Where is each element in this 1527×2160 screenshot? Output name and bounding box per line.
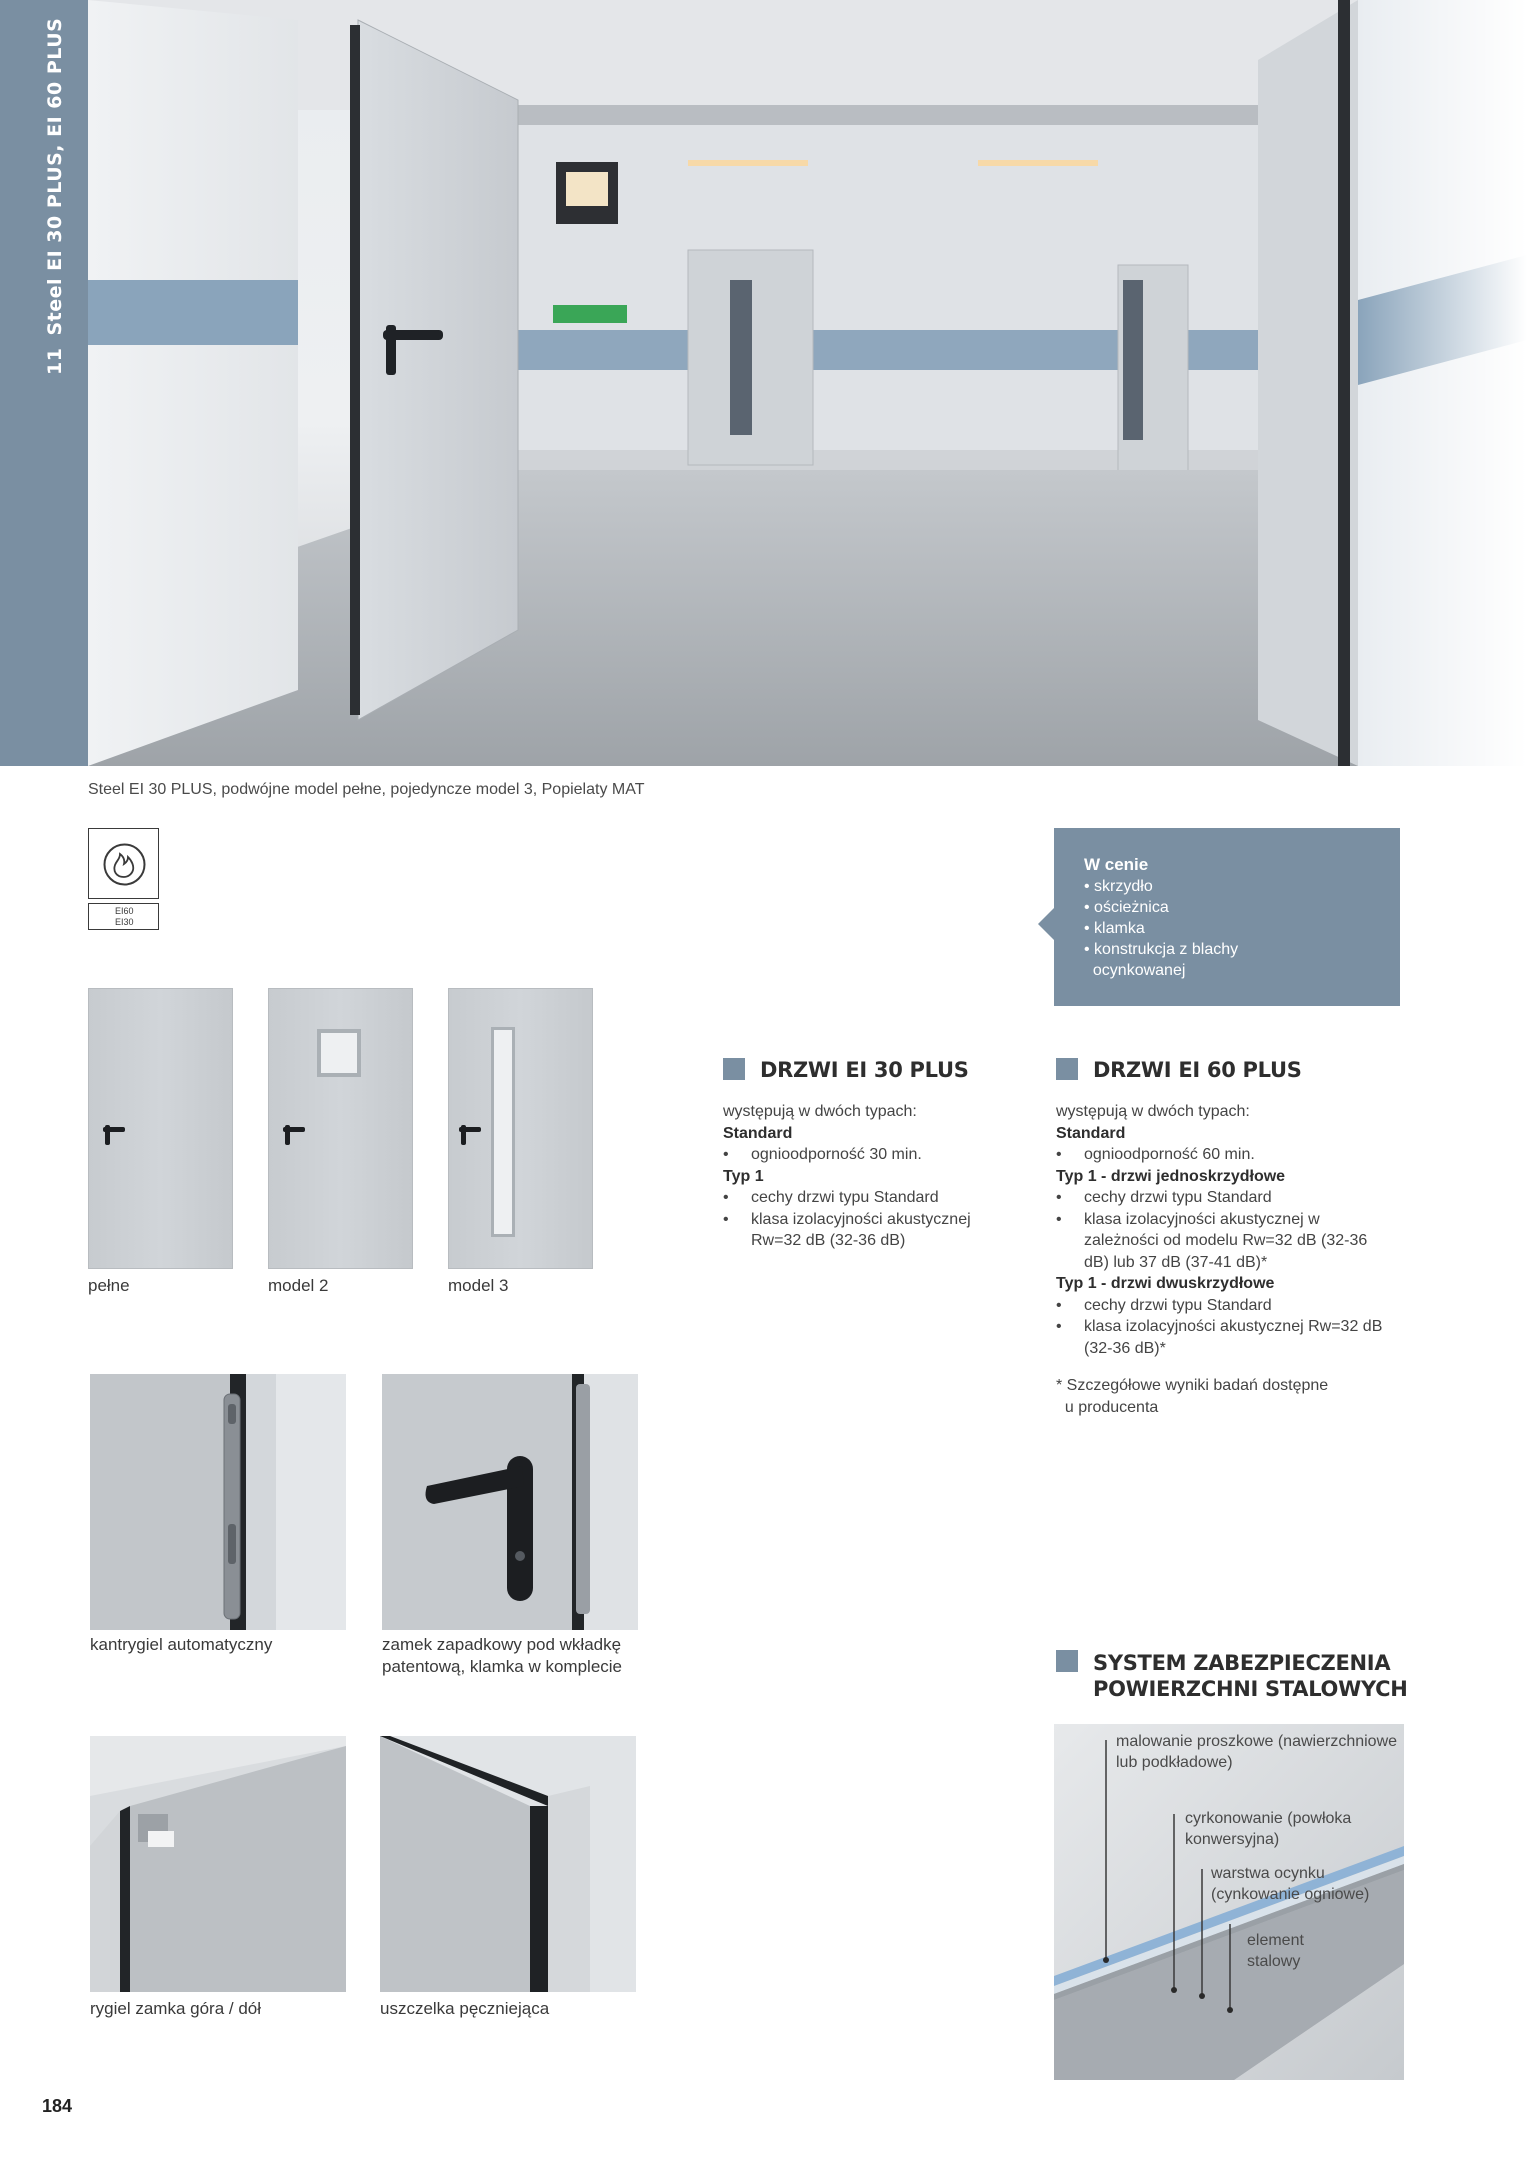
hero-photo — [88, 0, 1527, 766]
fire-resistance-badge — [88, 828, 159, 899]
ei30-description — [723, 1101, 1008, 1252]
included-callout — [1054, 828, 1400, 1006]
hero-caption: Steel EI 30 PLUS, podwójne model pełne, pojedyncze model 3, Popielaty MAT — [88, 781, 645, 798]
lock-handle-illustration — [382, 1374, 638, 1630]
fire-class-labels — [88, 903, 159, 930]
section-marker — [1056, 1058, 1078, 1080]
ei30-typ1-title: Typ 1 — [723, 1167, 764, 1185]
ei60-typ1-double-item: • klasa izolacyjności akustycznej Rw=32 dB (32-36 dB)* — [1056, 1316, 1396, 1359]
ei30-heading: DRZWI EI 30 PLUS — [760, 1058, 969, 1082]
section-marker — [723, 1058, 745, 1080]
fire-class-ei60: EI60 — [115, 906, 134, 916]
flame-icon — [89, 829, 160, 900]
fire-class-ei30: EI30 — [115, 917, 134, 927]
chapter-title: Steel EI 30 PLUS, EI 60 PLUS — [44, 17, 66, 336]
ei60-standard-title: Standard — [1056, 1124, 1126, 1142]
corridor-illustration — [88, 0, 1527, 766]
ei30-standard-item: • ognioodporność 30 min. — [723, 1144, 1008, 1166]
layer-label: element stalowy — [1247, 1932, 1304, 1970]
door-model-label: model 2 — [268, 1276, 329, 1295]
detail-photo-lock-handle — [382, 1374, 638, 1630]
ei30-typ1-item: • klasa izolacyjności akustycznej Rw=32 dB (32-36 dB) — [723, 1209, 1008, 1252]
ei30-standard-title: Standard — [723, 1124, 793, 1142]
ei60-footnote: * Szczegółowe wyniki badań dostępne — [1056, 1377, 1329, 1394]
chapter-number: 11 — [44, 347, 66, 375]
ei60-intro: występują w dwóch typach: — [1056, 1103, 1250, 1120]
seal-illustration — [380, 1736, 636, 1992]
system-heading-line: POWIERZCHNI STALOWYCH — [1093, 1677, 1408, 1701]
door-window — [317, 1029, 361, 1077]
layer-label: cyrkonowanie (powłoka konwersyjna) — [1185, 1810, 1352, 1848]
door-model-label: pełne — [88, 1276, 130, 1295]
page-number: 184 — [42, 2096, 73, 2116]
callout-item: • konstrukcja z blachy — [1084, 941, 1239, 958]
callout-item: • klamka — [1084, 920, 1145, 937]
callout-title: W cenie — [1084, 855, 1149, 874]
detail-photo-flush-bolt — [90, 1374, 346, 1630]
callout-item: • skrzydło — [1084, 878, 1153, 895]
detail-label: uszczelka pęczniejąca — [380, 1999, 550, 2018]
ei30-intro: występują w dwóch typach: — [723, 1103, 917, 1120]
door-model-thumbnail — [268, 988, 413, 1269]
section-marker — [1056, 1650, 1078, 1672]
ei30-typ1-item: • cechy drzwi typu Standard — [723, 1187, 1008, 1209]
ei60-description — [1056, 1101, 1396, 1418]
layer-label: warstwa ocynku (cynkowanie ogniowe) — [1211, 1865, 1370, 1903]
door-model-thumbnail — [448, 988, 593, 1269]
side-tab — [0, 0, 88, 766]
callout-item: ocynkowanej — [1084, 962, 1186, 979]
ei60-standard-item: • ognioodporność 60 min. — [1056, 1144, 1396, 1166]
system-heading-line: SYSTEM ZABEZPIECZENIA — [1093, 1651, 1391, 1675]
layer-label: malowanie proszkowe (nawierzchniowe lub podkładowe) — [1116, 1733, 1398, 1771]
ei60-typ1-single-title: Typ 1 - drzwi jednoskrzydłowe — [1056, 1167, 1286, 1185]
flush-bolt-illustration — [90, 1374, 346, 1630]
ei60-footnote: u producenta — [1056, 1398, 1159, 1416]
door-model-thumbnail — [88, 988, 233, 1269]
detail-label: zamek zapadkowy pod wkładkę patentową, klamka w komplecie — [382, 1635, 623, 1676]
ei60-typ1-double-item: • cechy drzwi typu Standard — [1056, 1295, 1396, 1317]
handle-icon — [457, 1119, 487, 1149]
door-model-label: model 3 — [448, 1276, 509, 1295]
ei60-typ1-single-item: • cechy drzwi typu Standard — [1056, 1187, 1396, 1209]
door-window — [491, 1027, 515, 1237]
lock-bolt-illustration — [90, 1736, 346, 1992]
ei60-typ1-single-item: • klasa izolacyjności akustycznej w zależności od modelu Rw=32 dB (32-36 dB) lub 37 dB (37-41 dB)* — [1056, 1209, 1396, 1274]
ei60-heading: DRZWI EI 60 PLUS — [1093, 1058, 1302, 1082]
detail-photo-lock-bolt — [90, 1736, 346, 1992]
ei60-typ1-double-title: Typ 1 - drzwi dwuskrzydłowe — [1056, 1275, 1275, 1292]
detail-label: rygiel zamka góra / dół — [90, 1999, 262, 2018]
handle-icon — [101, 1119, 131, 1149]
detail-label: kantrygiel automatyczny — [90, 1635, 273, 1654]
handle-icon — [281, 1119, 311, 1149]
system-heading — [1093, 1650, 1408, 1702]
side-tab-label — [44, 18, 66, 375]
detail-photo-intumescent-seal — [380, 1736, 636, 1992]
callout-item: • ościeżnica — [1084, 899, 1169, 916]
